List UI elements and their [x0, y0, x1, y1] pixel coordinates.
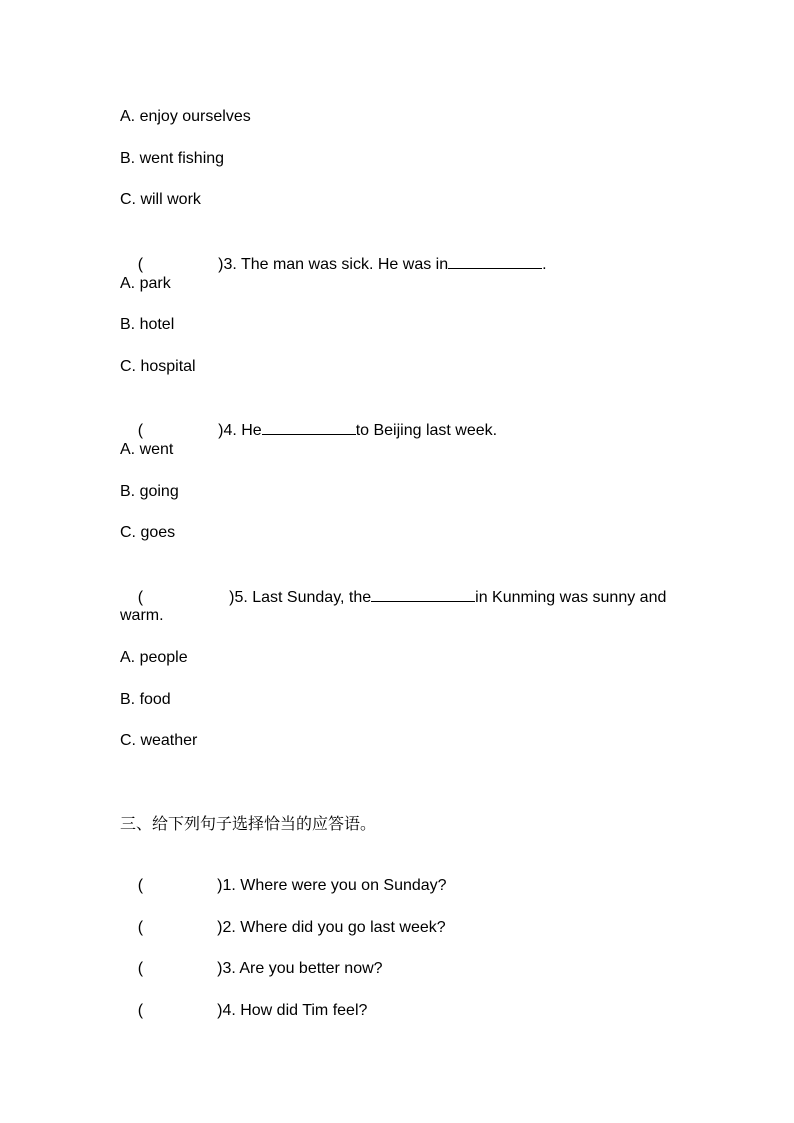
answer-paren-close: ) [218, 256, 224, 273]
fill-blank[interactable] [448, 252, 542, 269]
option-text: A. people [120, 649, 188, 666]
response-text: 4. How did Tim feel? [222, 1002, 368, 1019]
question-4 [120, 398, 497, 461]
option-text: C. hospital [120, 358, 196, 375]
response-item [120, 981, 367, 1041]
question-text-end: in Kunming was sunny and [475, 589, 667, 606]
answer-paren-close: ) [229, 589, 235, 606]
option-text: A. park [120, 275, 171, 292]
answer-paren-open: ( [137, 422, 144, 439]
option-text: A. went [120, 441, 174, 458]
fill-blank[interactable] [262, 418, 356, 435]
option-text: B. hotel [120, 316, 175, 333]
question-number: 3. [223, 256, 237, 273]
answer-paren-open: ( [137, 256, 144, 273]
response-text: 1. Where were you on Sunday? [222, 877, 447, 894]
question-3 [120, 232, 547, 295]
question-number: 5. [234, 589, 248, 606]
option-text: C. weather [120, 732, 198, 749]
question-text-end: . [542, 256, 547, 273]
option-text: A. enjoy ourselves [120, 108, 251, 125]
answer-paren-close: ) [217, 960, 223, 977]
option-text: B. going [120, 483, 179, 500]
answer-paren-open: ( [137, 960, 144, 977]
response-text: 2. Where did you go last week? [222, 919, 446, 936]
answer-paren-open: ( [137, 919, 144, 936]
option-text: C. goes [120, 524, 176, 541]
section-heading: 三、给下列句子选择恰当的应答语。 [120, 816, 377, 833]
question-5 [120, 565, 666, 628]
question-text: The man was sick. He was in [240, 256, 449, 273]
answer-paren-close: ) [218, 422, 224, 439]
response-text: 3. Are you better now? [222, 960, 383, 977]
answer-paren-close: ) [217, 877, 223, 894]
fill-blank[interactable] [371, 585, 475, 602]
answer-paren-open: ( [137, 877, 144, 894]
question-number: 4. [223, 422, 237, 439]
answer-paren-close: ) [217, 919, 223, 936]
option-text: C. will work [120, 191, 201, 208]
question-5-continuation: warm. [120, 607, 164, 624]
answer-paren-open: ( [137, 589, 144, 606]
question-text: He [241, 422, 262, 439]
option-text: B. went fishing [120, 150, 225, 167]
question-text-end: to Beijing last week. [355, 422, 498, 439]
answer-paren-close: ) [217, 1002, 223, 1019]
option-text: B. food [120, 691, 171, 708]
question-text: Last Sunday, the [252, 589, 372, 606]
answer-paren-open: ( [137, 1002, 144, 1019]
